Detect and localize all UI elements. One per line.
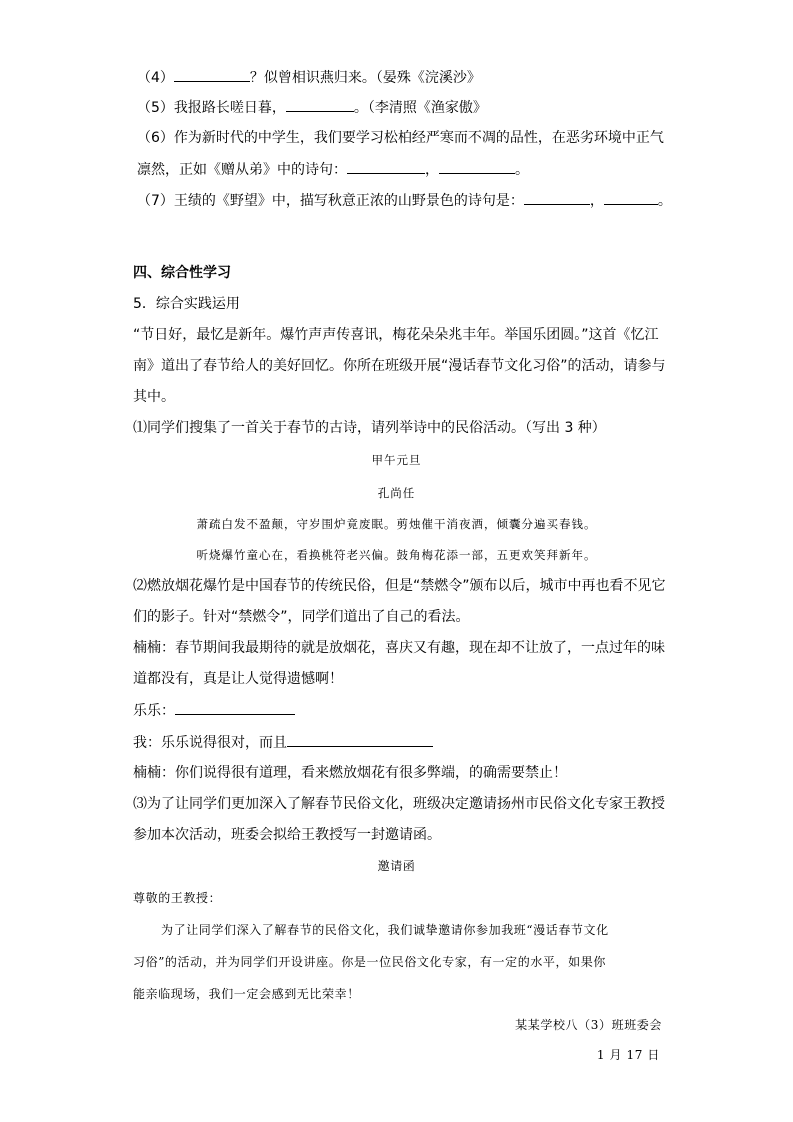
intro-line-3: 其中。 xyxy=(133,389,175,405)
letter-body-line-3: 能亲临现场，我们一定会感到无比荣幸！ xyxy=(133,987,360,1001)
letter-body-line-2: 习俗”的活动，并为同学们开设讲座。你是一位民俗文化专家，有一定的水平，如果你 xyxy=(133,955,606,969)
nannan-line-2: 道都没有，真是让人觉得遗憾啊！ xyxy=(133,671,343,687)
lele-answer-blank[interactable] xyxy=(175,700,295,715)
letter-salutation: 尊敬的王教授： xyxy=(133,891,222,905)
q7-prompt: （7）王绩的《野望》中，描写秋意正浓的山野景色的诗句是： xyxy=(137,193,524,209)
fill-in-q7 xyxy=(137,190,672,211)
nannan-line-3: 楠楠：你们说得很有道理，看来燃放烟花有很多弊端，的确需要禁止！ xyxy=(133,765,567,781)
q5-text: （5）我报路长嗟日暮， xyxy=(137,100,286,116)
section-heading: 四、综合性学习 xyxy=(133,265,231,281)
letter-title: 邀请函 xyxy=(377,859,416,873)
poem-line-1: 萧疏白发不盈颠，守岁围炉竟废眠。剪烛催干消夜酒，倾囊分遍买春钱。 xyxy=(196,517,597,531)
q4-blank[interactable] xyxy=(174,67,250,82)
me-text: 我：乐乐说得很对，而且 xyxy=(133,735,287,751)
q6-blank-1[interactable] xyxy=(347,159,425,174)
q7-blank-2[interactable] xyxy=(604,190,658,205)
intro-line-2: 南》道出了春节给人的美好回忆。你所在班级开展“漫话春节文化习俗”的活动，请参与 xyxy=(133,358,666,374)
me-answer-blank[interactable] xyxy=(287,732,433,747)
q5-blank[interactable] xyxy=(286,97,354,112)
fill-in-q5 xyxy=(137,97,487,118)
q6-blank-2[interactable] xyxy=(439,159,515,174)
part2-line-2: 们的影子。针对“禁燃令”，同学们道出了自己的看法。 xyxy=(133,609,470,625)
poem-line-2: 听烧爆竹童心在，看换桃符老兴偏。鼓角梅花添一部，五更欢笑拜新年。 xyxy=(196,548,597,562)
q4-text: ？似曾相识燕归来。（晏殊《浣溪沙》 xyxy=(249,70,481,86)
question-title: 5．综合实践运用 xyxy=(133,296,240,312)
q6-prompt: 凛然，正如《赠从弟》中的诗句： xyxy=(137,162,347,178)
q6-separator: ， xyxy=(425,162,439,178)
intro-line-1: “节日好，最忆是新年。爆竹声声传喜讯，梅花朵朵兆丰年。举国乐团圆。”这首《忆江 xyxy=(133,327,659,343)
fill-in-q6-line1: （6）作为新时代的中学生，我们要学习松柏经严寒而不凋的品性，在恶劣环境中正气 xyxy=(137,130,664,146)
letter-date: 1 月 17 日 xyxy=(596,1048,660,1062)
q4-number: （4） xyxy=(137,70,174,86)
poem-author: 孔尚任 xyxy=(377,486,416,500)
part3-line-1: ⑶为了让同学们更加深入了解春节民俗文化，班级决定邀请扬州市民俗文化专家王教授 xyxy=(133,796,665,812)
q7-blank-1[interactable] xyxy=(524,190,590,205)
part3-line-2: 参加本次活动，班委会拟给王教授写一封邀请函。 xyxy=(133,827,441,843)
me-line xyxy=(133,732,433,753)
lele-line xyxy=(133,700,295,721)
part2-line-1: ⑵燃放烟花爆竹是中国春节的传统民俗，但是“禁燃令”颁布以后，城市中再也看不见它 xyxy=(133,578,666,594)
fill-in-q6-line2 xyxy=(137,159,529,180)
q5-source: 。（李清照《渔家傲》 xyxy=(353,100,487,116)
letter-body-line-1: 为了让同学们深入了解春节的民俗文化，我们诚挚邀请你参加我班“漫话春节文化 xyxy=(161,923,609,937)
nannan-line-1: 楠楠：春节期间我最期待的就是放烟花，喜庆又有趣，现在却不让放了，一点过年的味 xyxy=(133,640,665,656)
q7-separator: ， xyxy=(589,193,604,209)
q7-end: 。 xyxy=(657,193,672,209)
lele-label: 乐乐： xyxy=(133,703,175,719)
fill-in-q4 xyxy=(137,67,481,88)
letter-signature: 某某学校八（3）班班委会 xyxy=(515,1018,662,1032)
q6-end: 。 xyxy=(515,162,529,178)
part1-prompt: ⑴同学们搜集了一首关于春节的古诗，请列举诗中的民俗活动。（写出 3 种） xyxy=(133,420,606,436)
poem-title: 甲午元旦 xyxy=(371,453,422,467)
